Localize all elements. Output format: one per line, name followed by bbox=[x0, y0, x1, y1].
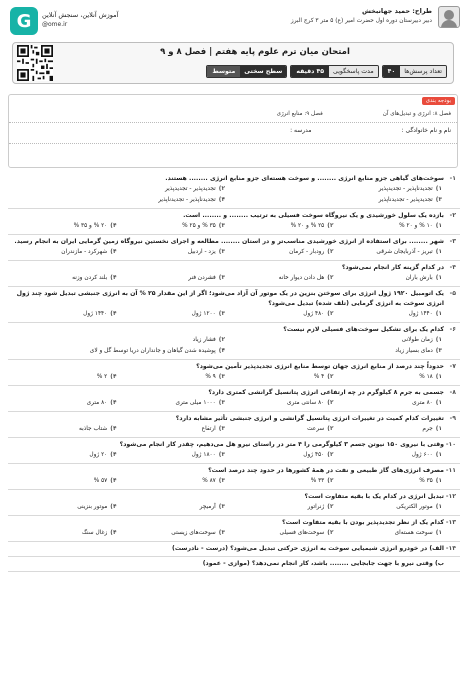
option-text: فشردن فنر bbox=[188, 275, 216, 281]
site-url[interactable]: @ome.ir bbox=[42, 21, 68, 28]
option-text: دمای بسیار زیاد bbox=[395, 348, 433, 354]
site-info bbox=[42, 10, 118, 30]
answer-options bbox=[8, 450, 456, 461]
answer-option[interactable] bbox=[225, 273, 334, 284]
answer-option[interactable] bbox=[8, 195, 225, 206]
answer-option[interactable] bbox=[117, 528, 226, 539]
option-text: تجدیدپذیر - تجدیدپذیر bbox=[164, 186, 216, 192]
question-item bbox=[8, 490, 460, 516]
question-text: الف) در خودرو انرژی شیمیایی سوخت به انرژی حرکتی تبدیل می‌شود؟ (درست - نادرست) bbox=[172, 545, 444, 552]
answer-option[interactable] bbox=[334, 372, 443, 383]
question-item bbox=[8, 287, 460, 323]
chip-difficulty bbox=[206, 65, 287, 78]
answer-option[interactable] bbox=[8, 424, 117, 435]
answer-option[interactable] bbox=[8, 184, 225, 195]
option-text: بلند کردن وزنه bbox=[72, 275, 108, 281]
answer-option[interactable] bbox=[8, 273, 117, 284]
answer-option[interactable] bbox=[225, 502, 334, 513]
question-item bbox=[8, 412, 460, 438]
answer-option[interactable] bbox=[334, 528, 443, 539]
exam-meta bbox=[206, 65, 447, 78]
answer-options bbox=[8, 502, 456, 513]
school-field[interactable]: مدرسه : bbox=[290, 127, 312, 134]
question-number: ۱۲- bbox=[445, 493, 456, 500]
question-number: ۷- bbox=[449, 363, 456, 370]
option-text: ۱۲۰۰ ژول bbox=[191, 311, 216, 317]
chip-value: ۴۰ bbox=[383, 66, 401, 77]
answer-option[interactable] bbox=[334, 309, 443, 320]
option-number: ۴) bbox=[110, 530, 117, 536]
question-item bbox=[8, 557, 460, 572]
answer-options bbox=[8, 247, 456, 258]
answer-option[interactable] bbox=[8, 528, 117, 539]
exam-banner bbox=[12, 42, 454, 84]
option-text: ۱۴۴۰ ژول bbox=[408, 311, 433, 317]
topic-chapter-9: فصل ۹: منابع انرژی bbox=[276, 111, 323, 117]
answer-option[interactable] bbox=[334, 221, 443, 232]
question-number: ۵- bbox=[449, 290, 456, 297]
answer-option[interactable] bbox=[117, 450, 226, 461]
option-text: شتاب جاذبه bbox=[78, 426, 108, 432]
divider bbox=[9, 143, 457, 144]
question-header bbox=[8, 289, 456, 309]
exam-title: امتحان میان ترم علوم پایه هفتم | فصل ۸ و ۹ bbox=[160, 47, 350, 57]
answer-option[interactable] bbox=[225, 195, 442, 206]
answer-option[interactable] bbox=[8, 221, 117, 232]
option-text: ژنراتور bbox=[307, 504, 325, 510]
option-number: ۳) bbox=[435, 348, 442, 354]
answer-option[interactable] bbox=[225, 398, 334, 409]
option-text: موتور بنزینی bbox=[77, 504, 108, 510]
option-text: هل دادن دیوار خانه bbox=[278, 275, 325, 281]
option-number: ۲) bbox=[327, 311, 334, 317]
question-number: ۱۰- bbox=[445, 441, 456, 448]
option-text: ۸۰ متری bbox=[412, 400, 433, 406]
option-text: تجدیدناپذیر - تجدیدپذیر bbox=[378, 186, 433, 192]
question-text: بازده یک سلول خورشیدی و یک نیروگاه سوخت فسیلی به ترتیب ........ و ........ است. bbox=[183, 212, 444, 219]
answer-option[interactable] bbox=[8, 476, 117, 487]
option-number: ۲) bbox=[327, 223, 334, 229]
option-number: ۴) bbox=[110, 311, 117, 317]
option-number: ۱) bbox=[435, 275, 442, 281]
question-number: ۱- bbox=[449, 175, 456, 182]
option-text: فشار زیاد bbox=[192, 337, 216, 343]
logo-letter: G bbox=[16, 10, 32, 32]
answer-option[interactable] bbox=[225, 424, 334, 435]
option-number: ۲) bbox=[327, 249, 334, 255]
question-text: وقتی با نیروی ۱۵۰ نیوتن جسم ۳ کیلوگرمی را ۴ متر در راستای نیرو هل می‌دهیم، چقدر کار انجام می‌شود؟ bbox=[119, 441, 444, 448]
question-number: ۳- bbox=[449, 238, 456, 245]
topics-row bbox=[15, 111, 451, 117]
option-text: ۴۸۰ ژول bbox=[303, 311, 325, 317]
option-number: ۳) bbox=[218, 504, 225, 510]
option-number: ۱) bbox=[435, 426, 442, 432]
question-number bbox=[444, 559, 456, 569]
question-text: مصرف انرژی‌های گاز طبیعی و نفت در همهٔ کشورها در حدود چند درصد است؟ bbox=[208, 467, 444, 474]
designer-name: طراح: حمید جهانبخش bbox=[361, 7, 432, 15]
topic-chapter-8: فصل ۸: انرژی و تبدیل‌های آن bbox=[382, 111, 451, 117]
chip-label: سطح سختی bbox=[240, 66, 286, 77]
answer-option[interactable] bbox=[8, 346, 225, 357]
answer-options bbox=[8, 335, 456, 357]
option-text: ۸۷ % bbox=[202, 478, 216, 484]
option-text: ۱۰۰۰ میلی متری bbox=[175, 400, 216, 406]
question-number: ۶- bbox=[449, 326, 456, 333]
option-number: ۳) bbox=[218, 530, 225, 536]
answer-options bbox=[8, 398, 456, 409]
option-number: ۴) bbox=[110, 504, 117, 510]
question-header bbox=[8, 211, 456, 221]
question-header bbox=[8, 492, 456, 502]
question-text: یک اتومبیل ۱۹۲۰ ژول انرژی برای سوختن بنزین در یک موتور آن آزاد می‌شود؛ اگر از این مقدار ۲۵ % آن به انرژی جنبشی تبدیل شود چند ژول انرژی سوخت به انرژی گرمایی (تلف شده) تبدیل می‌شود؟ bbox=[16, 290, 444, 307]
option-number: ۱) bbox=[435, 530, 442, 536]
divider bbox=[9, 122, 457, 123]
question-list bbox=[8, 172, 460, 572]
option-text: ۱۸۰۰ ژول bbox=[191, 452, 216, 458]
option-number: ۳) bbox=[218, 311, 225, 317]
question-text: ب) وقتی نیرو با جهت جابجایی ........ باشد، کار انجام نمی‌دهد؟ (موازی - عمود) bbox=[202, 560, 444, 567]
answer-option[interactable] bbox=[8, 372, 117, 383]
student-name-field[interactable]: نام و نام خانوادگی : bbox=[401, 127, 451, 134]
question-item bbox=[8, 386, 460, 412]
answer-option[interactable] bbox=[225, 372, 334, 383]
option-text: آرمیچر bbox=[199, 504, 216, 510]
option-text: سرعت bbox=[307, 426, 325, 432]
answer-option[interactable] bbox=[8, 450, 117, 461]
question-text: شهر ........ برای استفاده از انرژی خورشیدی مناسب‌تر و در استان ........ مطالعه و اجرای نخستین نیروگاه زمین گرمایی ایران به انجام رسید. bbox=[14, 238, 444, 245]
question-text: سوخت‌های گیاهی جزو منابع انرژی ........ و سوخت هسته‌ای جزو منابع انرژی ........ هستند. bbox=[165, 175, 444, 182]
question-number: ۴- bbox=[449, 264, 456, 271]
answer-option[interactable] bbox=[117, 502, 226, 513]
option-text: زمان طولانی bbox=[401, 337, 433, 343]
answer-options bbox=[8, 273, 456, 284]
option-text: ۴۵۰ ژول bbox=[303, 452, 325, 458]
designer-school: دبیر دبیرستان دوره اول حضرت امیر (ع) ۵ متر ۳ کرج البرز bbox=[290, 18, 432, 24]
option-text: ۲ % bbox=[96, 374, 108, 380]
option-number: ۴) bbox=[110, 249, 117, 255]
option-number: ۲) bbox=[327, 504, 334, 510]
answer-option[interactable] bbox=[225, 309, 334, 320]
student-fields bbox=[15, 127, 451, 134]
chip-label: مدت پاسخگویی bbox=[329, 66, 378, 77]
chip-label: تعداد پرسش‌ها bbox=[400, 66, 446, 77]
answer-option[interactable] bbox=[334, 476, 443, 487]
answer-options bbox=[8, 476, 456, 487]
option-number: ۳) bbox=[218, 275, 225, 281]
answer-option[interactable] bbox=[334, 398, 443, 409]
option-number: ۱) bbox=[435, 478, 442, 484]
answer-option[interactable] bbox=[117, 398, 226, 409]
option-text: ۸۰ متری bbox=[86, 400, 108, 406]
option-text: ۹ % bbox=[205, 374, 216, 380]
option-number: ۲) bbox=[218, 186, 225, 192]
option-text: تبریز - آذربایجان شرقی bbox=[376, 249, 433, 255]
option-number: ۲) bbox=[218, 337, 225, 343]
option-number: ۴) bbox=[110, 275, 117, 281]
option-text: ۴ % bbox=[313, 374, 325, 380]
designer-avatar bbox=[438, 6, 460, 28]
answer-option[interactable] bbox=[225, 346, 442, 357]
chip-duration bbox=[290, 65, 378, 78]
option-text: یزد - اردبیل bbox=[187, 249, 216, 255]
answer-option[interactable] bbox=[117, 372, 226, 383]
question-header bbox=[8, 518, 456, 528]
option-number: ۱) bbox=[435, 186, 442, 192]
answer-option[interactable] bbox=[334, 247, 443, 258]
answer-option[interactable] bbox=[117, 309, 226, 320]
question-item bbox=[8, 542, 460, 557]
question-header bbox=[8, 414, 456, 424]
question-header bbox=[8, 325, 456, 335]
option-number: ۱) bbox=[435, 223, 442, 229]
question-header bbox=[8, 440, 456, 450]
site-logo bbox=[10, 7, 38, 35]
answer-option[interactable] bbox=[225, 528, 334, 539]
question-number: ۸- bbox=[449, 389, 456, 396]
option-text: تجدیدپذیر - تجدیدناپذیر bbox=[378, 197, 433, 203]
answer-option[interactable] bbox=[8, 502, 117, 513]
question-header bbox=[8, 263, 456, 273]
option-number: ۴) bbox=[110, 374, 117, 380]
answer-option[interactable] bbox=[117, 221, 226, 232]
option-text: بارش باران bbox=[405, 275, 433, 281]
question-header bbox=[8, 544, 456, 554]
chip-value: ۴۵ دقیقه bbox=[291, 66, 329, 77]
page-header bbox=[6, 4, 460, 38]
answer-options bbox=[8, 372, 456, 383]
answer-option[interactable] bbox=[8, 398, 117, 409]
option-number: ۴) bbox=[110, 223, 117, 229]
option-number: ۱) bbox=[435, 311, 442, 317]
question-header bbox=[8, 559, 456, 569]
question-item bbox=[8, 235, 460, 261]
option-number: ۲) bbox=[327, 478, 334, 484]
question-item bbox=[8, 516, 460, 542]
answer-option[interactable] bbox=[225, 450, 334, 461]
question-text: جسمی به جرم ۸ کیلوگرم در چه ارتفاعی انرژی پتانسیل گرانشی کمتری دارد؟ bbox=[208, 389, 444, 396]
answer-option[interactable] bbox=[225, 184, 442, 195]
option-number: ۱) bbox=[435, 249, 442, 255]
chip-value: متوسط bbox=[207, 66, 240, 77]
option-text: شهرکرد - مازندران bbox=[61, 249, 108, 255]
question-item bbox=[8, 323, 460, 360]
option-number: ۳) bbox=[218, 452, 225, 458]
option-text: ۲۰ % و ۳۵ % bbox=[73, 223, 108, 229]
option-number: ۱) bbox=[435, 452, 442, 458]
option-text: جرم bbox=[422, 426, 433, 432]
question-header bbox=[8, 362, 456, 372]
option-number: ۴) bbox=[110, 478, 117, 484]
question-text: تغییرات کدام کمیت در تغییرات انرژی پتانسیل گرانشی و انرژی جنبشی تأثیر مشابه دارد؟ bbox=[175, 415, 444, 422]
answer-option[interactable] bbox=[117, 273, 226, 284]
option-text: موتور الکتریکی bbox=[396, 504, 433, 510]
question-text: حدوداً چند درصد از منابع انرژی جهان توسط منابع انرژی تجدیدپذیر تأمین می‌شود؟ bbox=[196, 363, 444, 370]
option-text: ۳۵ % و ۲۵ % bbox=[182, 223, 216, 229]
question-number: ۱۱- bbox=[445, 467, 456, 474]
option-text: ۲۵ % و ۲۰ % bbox=[290, 223, 325, 229]
option-text: ۲۰ ژول bbox=[89, 452, 108, 458]
answer-option[interactable] bbox=[334, 273, 443, 284]
question-number: ۲- bbox=[449, 212, 456, 219]
answer-option[interactable] bbox=[225, 335, 442, 346]
question-text: کدام یک برای تشکیل سوخت‌های فسیلی لازم نیست؟ bbox=[283, 326, 444, 333]
option-number: ۲) bbox=[327, 426, 334, 432]
answer-options bbox=[8, 221, 456, 232]
option-number: ۳) bbox=[218, 223, 225, 229]
option-text: تجدیدناپذیر - تجدیدناپذیر bbox=[158, 197, 216, 203]
option-number: ۴) bbox=[110, 400, 117, 406]
question-text: تبدیل انرژی در کدام یک با بقیه متفاوت است؟ bbox=[304, 493, 444, 500]
option-number: ۴) bbox=[110, 452, 117, 458]
option-number: ۴) bbox=[218, 197, 225, 203]
answer-option[interactable] bbox=[334, 424, 443, 435]
option-text: ۱۰ % و ۲۰ % bbox=[399, 223, 433, 229]
option-number: ۱) bbox=[435, 400, 442, 406]
answer-options bbox=[8, 309, 456, 320]
answer-option[interactable] bbox=[225, 247, 334, 258]
site-name: آموزش آنلاین، سنجش آنلاین bbox=[42, 11, 119, 19]
option-number: ۱) bbox=[435, 504, 442, 510]
question-header bbox=[8, 174, 456, 184]
answer-option[interactable] bbox=[117, 476, 226, 487]
option-text: زغال سنگ bbox=[81, 530, 108, 536]
question-item bbox=[8, 172, 460, 209]
option-number: ۲) bbox=[327, 374, 334, 380]
budget-tag: بودجه بندی bbox=[422, 97, 455, 105]
answer-option[interactable] bbox=[334, 502, 443, 513]
answer-option[interactable] bbox=[225, 476, 334, 487]
option-number: ۲) bbox=[327, 275, 334, 281]
answer-option[interactable] bbox=[117, 424, 226, 435]
question-item bbox=[8, 261, 460, 287]
question-header bbox=[8, 466, 456, 476]
option-text: سوخت‌های فسیلی bbox=[279, 530, 325, 536]
option-number: ۳) bbox=[435, 197, 442, 203]
question-text: در کدام گزینه کار انجام نمی‌شود؟ bbox=[341, 264, 444, 271]
question-header bbox=[8, 388, 456, 398]
option-text: ۱۸ % bbox=[419, 374, 433, 380]
answer-option[interactable] bbox=[8, 335, 225, 346]
option-text: سوخت هسته‌ای bbox=[394, 530, 433, 536]
question-item bbox=[8, 464, 460, 490]
question-item bbox=[8, 438, 460, 464]
student-info-box bbox=[8, 94, 458, 168]
question-item bbox=[8, 360, 460, 386]
answer-options bbox=[8, 184, 456, 206]
option-text: ارتفاع bbox=[201, 426, 216, 432]
answer-option[interactable] bbox=[8, 247, 117, 258]
option-number: ۳) bbox=[218, 478, 225, 484]
option-text: سوخت‌های زیستی bbox=[171, 530, 216, 536]
answer-option[interactable] bbox=[334, 450, 443, 461]
option-number: ۴) bbox=[218, 348, 225, 354]
option-number: ۴) bbox=[110, 426, 117, 432]
chip-question-count bbox=[382, 65, 447, 78]
option-number: ۱) bbox=[435, 337, 442, 343]
option-text: ۳۳ % bbox=[310, 478, 325, 484]
option-text: ۵۷ % bbox=[93, 478, 108, 484]
question-header bbox=[8, 237, 456, 247]
option-number: ۳) bbox=[218, 426, 225, 432]
option-text: ۶۰۰ ژول bbox=[411, 452, 433, 458]
question-number: ۹- bbox=[449, 415, 456, 422]
option-text: رودبار - کرمان bbox=[289, 249, 325, 255]
option-text: ۸۰ سانتی متری bbox=[286, 400, 325, 406]
designer-info bbox=[291, 6, 432, 26]
question-item bbox=[8, 209, 460, 235]
option-number: ۲) bbox=[327, 400, 334, 406]
option-number: ۱) bbox=[435, 374, 442, 380]
question-text: کدام یک از نظر تجدیدپذیر بودن با بقیه متفاوت است؟ bbox=[282, 519, 444, 526]
qr-code-icon bbox=[17, 45, 53, 81]
answer-option[interactable] bbox=[117, 247, 226, 258]
answer-option[interactable] bbox=[8, 309, 117, 320]
option-number: ۳) bbox=[218, 400, 225, 406]
option-number: ۲) bbox=[327, 452, 334, 458]
option-number: ۳) bbox=[218, 374, 225, 380]
answer-option[interactable] bbox=[225, 221, 334, 232]
option-number: ۳) bbox=[218, 249, 225, 255]
option-text: ۳۵ % bbox=[419, 478, 433, 484]
option-text: پوشیده شدن گیاهان و جانداران دریا توسط گل و لای bbox=[89, 348, 216, 354]
question-number: ۱۴- bbox=[445, 545, 456, 552]
option-text: ۱۴۴۰ ژول bbox=[83, 311, 108, 317]
option-number: ۲) bbox=[327, 530, 334, 536]
answer-options bbox=[8, 528, 456, 539]
question-number: ۱۳- bbox=[445, 519, 456, 526]
answer-options bbox=[8, 424, 456, 435]
